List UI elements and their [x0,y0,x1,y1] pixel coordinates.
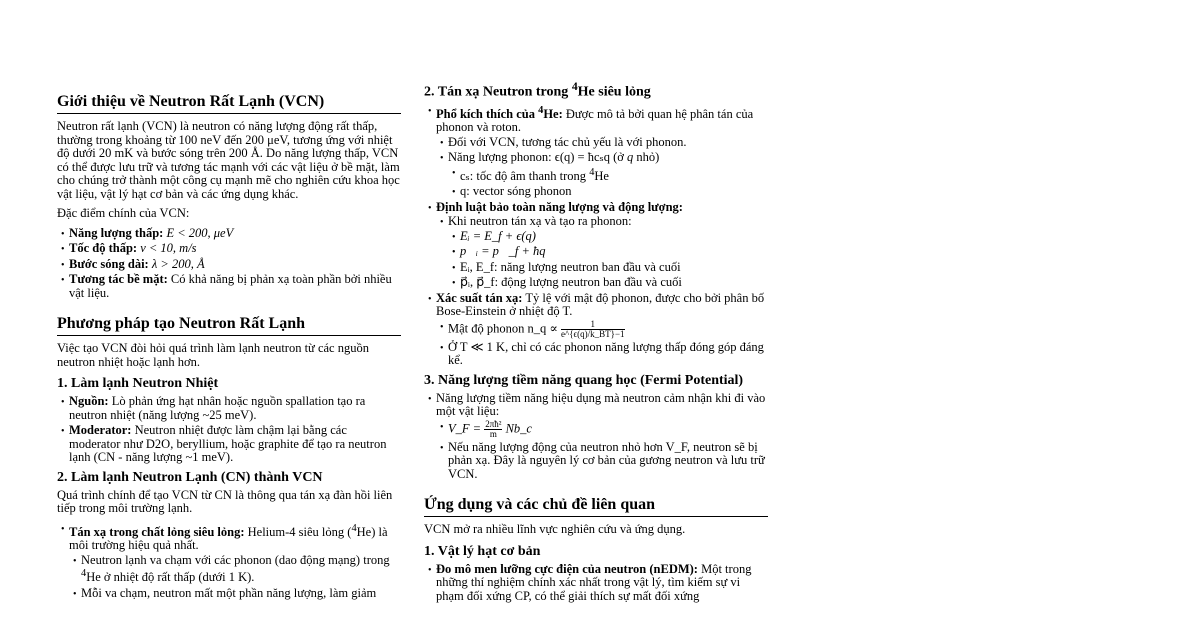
list-item: • Khi neutron tán xạ và tạo ra phonon: • Eᵢ = E_f + ϵ(q) • p⃗ᵢ = p⃗_f + ħq⃗ • Eᵢ, E_f: năng lượng neutron ban đầu và cuối • p⃗ᵢ, p⃗_f: động lượng neutron ban đầu và cuối [436,215,768,290]
s2-list [57,522,401,601]
method-paragraph: Việc tạo VCN đòi hỏi quá trình làm lạnh neutron từ các nguồn neutron nhiệt hoặc lạnh hơn. [57,341,369,369]
list-item: • Năng lượng phonon: ϵ(q) = ħcₛq (ở q nhỏ) • cₛ: tốc độ âm thanh trong $^4$He • q: vector sóng phonon [436,151,768,199]
list-item: • Neutron lạnh va chạm với các phonon (dao động mạng) trong $^4$He ở nhiệt độ rất thấp (dưới 1 K). [69,554,401,585]
a1-list [424,563,768,604]
list-item: • Mỗi va chạm, neutron mất một phần năng lượng, làm giảm [69,587,401,601]
list-item: • Eᵢ, E_f: năng lượng neutron ban đầu và cuối [448,261,768,275]
features-list [57,227,401,301]
applications-heading: Ứng dụng và các chủ đề liên quan [424,495,768,517]
list-item: • Phổ kích thích của $^4$He: Được mô tả bởi quan hệ phân tán của phonon và roton. • Đối với VCN, tương tác chủ yếu là với phonon. • Năng lượng phonon: ϵ(q) = ħcₛq (ở q nhỏ) • cₛ: tốc độ âm thanh trong $^4$He • q: vector sóng phonon [424,104,768,199]
list-item: • Tốc độ thấp: v < 10, m/s [57,242,401,256]
list-item: • q: vector sóng phonon [448,185,768,199]
fraction: $\frac{1}{e\^{}\{\epsilon(q)/k\_BT\}-1}$ [560,318,625,339]
intro-heading: Giới thiệu về Neutron Rất Lạnh (VCN) [57,92,401,114]
subsection-heading: 1. Làm lạnh Neutron Nhiệt [57,376,219,391]
subsection-heading: 2. Làm lạnh Neutron Lạnh (CN) thành VCN [57,469,323,485]
left-column [57,92,401,604]
list-item: • p⃗ᵢ = p⃗_f + ħq⃗ [448,245,768,259]
list-item: • Nguồn: Lò phản ứng hạt nhân hoặc nguồn spallation tạo ra neutron nhiệt (năng lượng ~25 meV). [57,395,401,422]
t2-list [424,104,768,368]
right-column [424,78,768,607]
list-item: • cₛ: tốc độ âm thanh trong $^4$He [448,166,768,184]
features-intro: Đặc điểm chính của VCN: [57,206,190,220]
list-item: • Nếu năng lượng động của neutron nhỏ hơn V_F, neutron sẽ bị phản xạ. Đây là nguyên lý cơ bản của gương neutron và lưu trữ VCN. [436,441,768,482]
list-item: • Eᵢ = E_f + ϵ(q) [448,230,768,244]
s2-paragraph: Quá trình chính để tạo VCN từ CN là thông qua tán xạ đàn hồi liên tiếp trong môi trường lạnh. [57,487,393,515]
list-item: • Năng lượng tiềm năng hiệu dụng mà neutron cảm nhận khi đi vào một vật liệu: • V_F = $\frac{\text{2πħ²}}{m}$ Nb_c • Nếu năng lượng động của neutron nhỏ hơn V_F, neutron sẽ bị phản xạ. Đây là nguyên lý cơ bản của gương neutron và lưu trữ VCN. [424,392,768,482]
list-item: • Tán xạ trong chất lỏng siêu lỏng: Helium-4 siêu lỏng ($^4$He) là môi trường hiệu quả nhất. • Neutron lạnh va chạm với các phonon (dao động mạng) trong $^4$He ở nhiệt độ rất thấp (dưới 1 K). • Mỗi va chạm, neutron mất một phần năng lượng, làm giảm [57,522,401,601]
list-item: • Đối với VCN, tương tác chủ yếu là với phonon. [436,136,768,150]
list-item: • Năng lượng thấp: E < 200, μeV [57,227,401,241]
applications-paragraph: VCN mở ra nhiều lĩnh vực nghiên cứu và ứng dụng. [424,522,686,537]
subsection-heading: 1. Vật lý hạt cơ bản [424,543,541,559]
subsection-heading: 2. Tán xạ Neutron trong $^4$He siêu lỏng [424,80,651,100]
fraction: $\frac{\text{2πħ²}}{m}$ [485,418,502,439]
intro-paragraph: Neutron rất lạnh (VCN) là neutron có năng lượng động rất thấp, thường trong khoảng từ 100 neV đến 200 μeV, tương ứng với nhiệt độ dưới 20 mK và bước sóng trên 200 Å. Do năng lượng thấp, VCN có thể được lưu trữ và tương tác mạnh với các vật liệu ở bề mặt, làm cho chúng trở thành một công cụ mạnh mẽ cho nghiên cứu khoa học vật liệu, vật lý hạt cơ bản và các ứng dụng khác. [57,119,400,201]
list-item: • p⃗ᵢ, p⃗_f: động lượng neutron ban đầu và cuối [448,276,768,290]
list-item: • Đo mô men lưỡng cực điện của neutron (nEDM): Một trong những thí nghiệm chính xác nhất trong vật lý, tìm kiếm sự vi phạm đối xứng CP, có thể giải thích sự mất đối xứng [424,563,768,604]
list-item: • Ở T ≪ 1 K, chỉ có các phonon năng lượng thấp đóng góp đáng kể. [436,341,768,368]
s1-list [57,395,401,465]
subsection-heading: 3. Năng lượng tiềm năng quang học (Fermi Potential) [424,372,744,388]
t3-list [424,392,768,482]
list-item: • Tương tác bề mặt: Có khả năng bị phản xạ toàn phần bởi nhiều vật liệu. [57,273,401,300]
list-item: • Xác suất tán xạ: Tỷ lệ với mật độ phonon, được cho bởi phân bố Bose-Einstein ở nhiệt độ T. • Mật độ phonon n_q ∝ $\frac{1}{e\^{}\{\epsilon(q)/k\_BT\}-1}$ • Ở T ≪ 1 K, chỉ có các phonon năng lượng thấp đóng góp đáng kể. [424,292,768,368]
list-item: • Mật độ phonon n_q ∝ $\frac{1}{e\^{}\{\epsilon(q)/k\_BT\}-1}$ [436,320,768,339]
list-item: • Định luật bảo toàn năng lượng và động lượng: • Khi neutron tán xạ và tạo ra phonon: • Eᵢ = E_f + ϵ(q) • p⃗ᵢ = p⃗_f + ħq⃗ • Eᵢ, E_f: năng lượng neutron ban đầu và cuối • p⃗ᵢ, p⃗_f: động lượng neutron ban đầu và cuối [424,201,768,290]
method-heading: Phương pháp tạo Neutron Rất Lạnh [57,314,401,336]
list-item: • Bước sóng dài: λ > 200, Å [57,258,401,272]
list-item: • Moderator: Neutron nhiệt được làm chậm lại bằng các moderator như D2O, beryllium, hoặc graphite để tạo ra neutron lạnh (CN - năng lượng ~1 meV). [57,424,401,465]
list-item: • V_F = $\frac{\text{2πħ²}}{m}$ Nb_c [436,420,768,439]
